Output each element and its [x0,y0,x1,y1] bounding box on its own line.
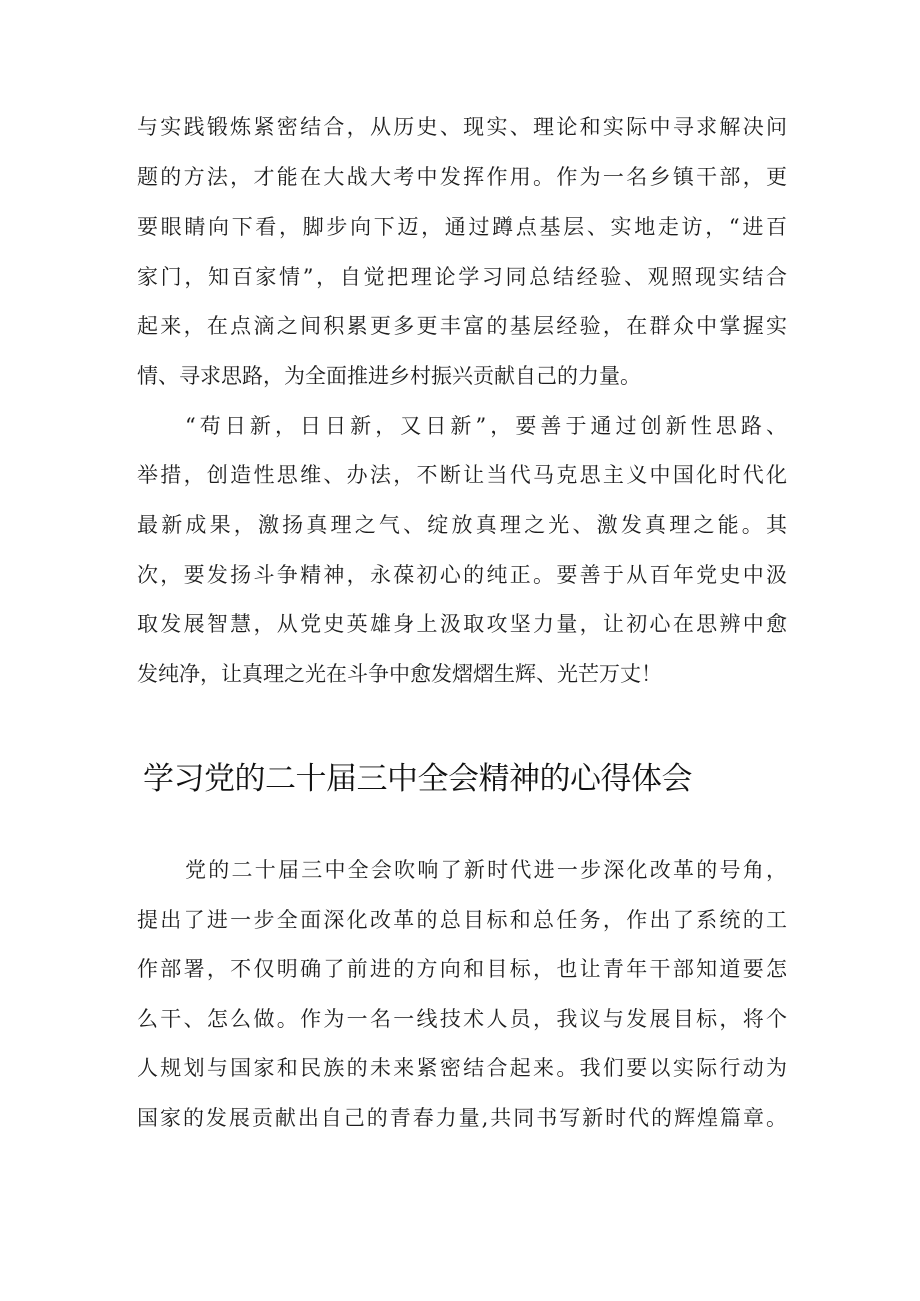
text-line: 要眼睛向下看，脚步向下迈，通过蹲点基层、实地走访，“进百 [137,215,787,239]
text-line: 情、寻求思路，为全面推进乡村振兴贡献自己的力量。 [137,364,641,388]
text-line: 次，要发扬斗争精神，永葆初心的纯正。要善于从百年党史中汲 [137,563,787,587]
text-line: “苟日新，日日新，又日新”，要善于通过创新性思路、 [185,414,787,438]
article-title: 学习党的二十届三中全会精神的心得体会 [143,761,692,797]
text-line: 么干、怎么做。作为一名一线技术人员，我议与发展目标，将个 [137,1007,787,1031]
text-line: 家门，知百家情”，自觉把理论学习同总结经验、观照现实结合 [137,265,787,289]
text-line: 发纯净，让真理之光在斗争中愈发熠熠生辉、光芒万丈！ [137,662,662,686]
text-line: 作部署，不仅明确了前进的方向和目标，也让青年干部知道要怎 [137,957,787,981]
text-line: 党的二十届三中全会吹响了新时代进一步深化改革的号角， [185,858,787,882]
text-line: 国家的发展贡献出自己的青春力量,共同书写新时代的辉煌篇章。 [137,1106,787,1130]
text-line: 举措，创造性思维、办法，不断让当代马克思主义中国化时代化 [137,463,787,487]
text-line: 提出了进一步全面深化改革的总目标和总任务，作出了系统的工 [137,908,787,932]
text-line: 起来，在点滴之间积累更多更丰富的基层经验，在群众中掌握实 [137,314,787,338]
text-line: 与实践锻炼紧密结合，从历史、现实、理论和实际中寻求解决问 [137,115,787,139]
text-line: 题的方法，才能在大战大考中发挥作用。作为一名乡镇干部，更 [137,165,787,189]
text-line: 人规划与国家和民族的未来紧密结合起来。我们要以实际行动为 [137,1056,787,1080]
text-line: 取发展智慧，从党史英雄身上汲取攻坚力量，让初心在思辨中愈 [137,612,787,636]
text-line: 最新成果，激扬真理之气、绽放真理之光、激发真理之能。其 [137,513,787,537]
